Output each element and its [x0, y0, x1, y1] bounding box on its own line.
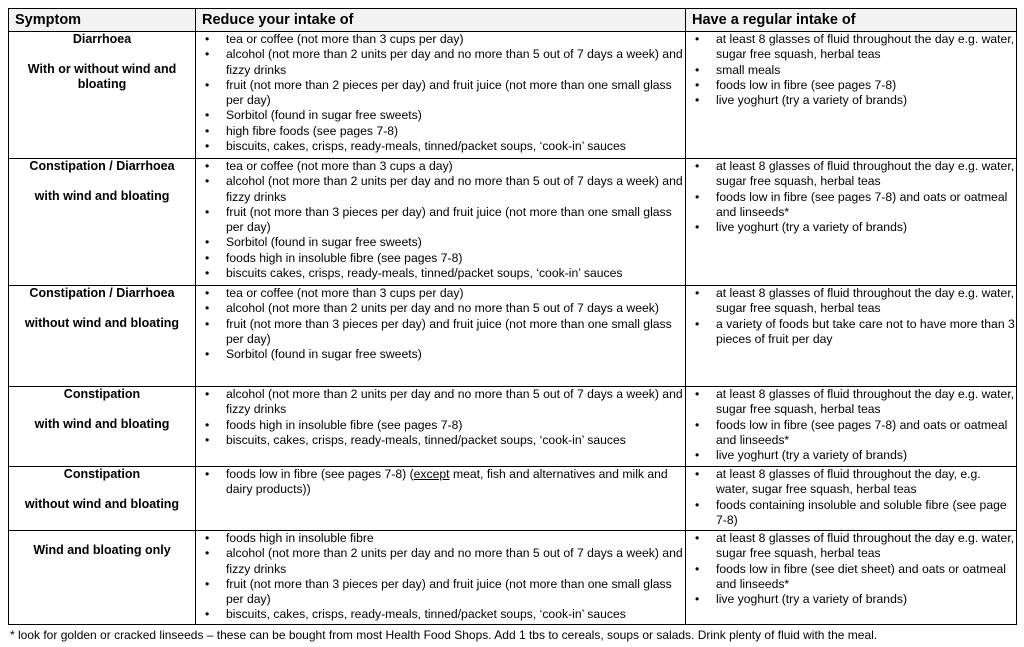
- list-item: • at least 8 glasses of fluid throughout the day e.g. water, sugar free squash, herbal teas: [686, 32, 1016, 63]
- reduce-list: [196, 531, 685, 623]
- symptom-subtitle: without wind and bloating: [24, 497, 180, 511]
- list-item: • live yoghurt (try a variety of brands): [686, 448, 1016, 463]
- list-item: • at least 8 glasses of fluid throughout the day e.g. water, sugar free squash, herbal teas: [686, 159, 1016, 190]
- reduce-cell: [196, 32, 686, 159]
- list-item: • at least 8 glasses of fluid throughout the day e.g. water, sugar free squash, herbal teas: [686, 531, 1016, 562]
- symptom-subtitle: with wind and bloating: [34, 417, 170, 431]
- table-row-constipation-diarrhoea-wind: [9, 159, 1017, 286]
- symptom-subtitle: without wind and bloating: [24, 316, 180, 330]
- regular-list: [686, 467, 1016, 528]
- reduce-cell: [196, 531, 686, 625]
- reduce-list: [196, 467, 685, 498]
- list-item: • foods high in insoluble fibre: [196, 531, 685, 546]
- text-part: meat, fish and alternatives and milk and dairy products)): [226, 467, 668, 497]
- regular-cell: [686, 467, 1017, 531]
- reduce-cell: [196, 467, 686, 531]
- symptom-title: Diarrhoea: [72, 32, 132, 46]
- list-item: • tea or coffee (not more than 3 cups a day): [196, 159, 685, 174]
- list-item: [196, 467, 685, 498]
- table-row-constipation-diarrhoea-no-wind: [9, 286, 1017, 387]
- table-row-wind-bloating: [9, 531, 1017, 625]
- list-item: • alcohol (not more than 2 units per day and no more than 5 out of 7 days a week) and fizzy drinks: [196, 387, 685, 418]
- reduce-list: [196, 286, 685, 362]
- reduce-cell: [196, 159, 686, 286]
- symptom-title: Wind and bloating only: [33, 543, 171, 557]
- list-item: • high fibre foods (see pages 7-8): [196, 124, 685, 139]
- reduce-list: [196, 32, 685, 154]
- list-item: • fruit (not more than 3 pieces per day) and fruit juice (not more than one small glass per day): [196, 205, 685, 236]
- table-row-diarrhoea: [9, 32, 1017, 159]
- list-item: • foods low in fibre (see diet sheet) and oats or oatmeal and linseeds*: [686, 562, 1016, 593]
- list-item: • alcohol (not more than 2 units per day and no more than 5 out of 7 days a week) and fizzy drinks: [196, 174, 685, 205]
- symptom-subtitle: With or without wind and bloating: [27, 62, 177, 91]
- reduce-cell: [196, 387, 686, 467]
- list-item: • biscuits, cakes, crisps, ready-meals, tinned/packet soups, ‘cook-in’ sauces: [196, 139, 685, 154]
- list-item: • live yoghurt (try a variety of brands): [686, 93, 1016, 108]
- regular-cell: [686, 159, 1017, 286]
- regular-cell: [686, 286, 1017, 387]
- list-item: • biscuits, cakes, crisps, ready-meals, tinned/packet soups, ‘cook-in’ sauces: [196, 607, 685, 622]
- list-item: • Sorbitol (found in sugar free sweets): [196, 108, 685, 123]
- symptom-cell: [9, 32, 196, 159]
- symptom-diet-table: [8, 8, 1017, 625]
- list-item: • at least 8 glasses of fluid throughout the day e.g. water, sugar free squash, herbal teas: [686, 286, 1016, 317]
- list-item: • foods low in fibre (see pages 7-8) and oats or oatmeal and linseeds*: [686, 190, 1016, 221]
- list-item: • biscuits, cakes, crisps, ready-meals, tinned/packet soups, ‘cook-in’ sauces: [196, 433, 685, 448]
- footnote: * look for golden or cracked linseeds – these can be bought from most Health Food Shops. Add 1 tbs to cereals, soups or salads. Drink plenty of fluid with the meal.: [10, 628, 878, 642]
- regular-list: [686, 387, 1016, 463]
- list-item: • fruit (not more than 3 pieces per day) and fruit juice (not more than one small glass per day): [196, 577, 685, 608]
- table-row-constipation-wind: [9, 387, 1017, 467]
- header-regular: Have a regular intake of: [686, 9, 1017, 32]
- regular-cell: [686, 32, 1017, 159]
- list-item: • foods containing insoluble and soluble fibre (see page 7-8): [686, 498, 1016, 529]
- list-item: • Sorbitol (found in sugar free sweets): [196, 347, 685, 362]
- symptom-cell: [9, 286, 196, 387]
- list-item: • biscuits cakes, crisps, ready-meals, tinned/packet soups, ‘cook-in’ sauces: [196, 266, 685, 281]
- list-item: • fruit (not more than 2 pieces per day) and fruit juice (not more than one small glass per day): [196, 78, 685, 109]
- list-item: • tea or coffee (not more than 3 cups per day): [196, 286, 685, 301]
- regular-cell: [686, 387, 1017, 467]
- list-item: • a variety of foods but take care not to have more than 3 pieces of fruit per day: [686, 317, 1016, 348]
- table-header-row: [9, 9, 1017, 32]
- underlined-text: except: [413, 467, 450, 481]
- list-item: • at least 8 glasses of fluid throughout the day e.g. water, sugar free squash, herbal teas: [686, 387, 1016, 418]
- header-symptom: Symptom: [9, 9, 196, 32]
- list-item: • alcohol (not more than 2 units per day and no more than 5 out of 7 days a week) and fizzy drinks: [196, 47, 685, 78]
- list-item: • foods low in fibre (see pages 7-8): [686, 78, 1016, 93]
- reduce-list: [196, 387, 685, 448]
- symptom-subtitle: with wind and bloating: [34, 189, 170, 203]
- symptom-title: Constipation: [63, 467, 141, 481]
- list-item: • alcohol (not more than 2 units per day and no more than 5 out of 7 days a week) and fizzy drinks: [196, 546, 685, 577]
- list-item: • foods high in insoluble fibre (see pages 7-8): [196, 418, 685, 433]
- symptom-title: Constipation / Diarrhoea: [29, 159, 175, 173]
- header-reduce: Reduce your intake of: [196, 9, 686, 32]
- regular-list: [686, 159, 1016, 235]
- symptom-cell: [9, 387, 196, 467]
- list-item: • tea or coffee (not more than 3 cups per day): [196, 32, 685, 47]
- regular-list: [686, 531, 1016, 607]
- symptom-cell: [9, 531, 196, 625]
- reduce-cell: [196, 286, 686, 387]
- symptom-title: Constipation: [63, 387, 141, 401]
- list-item: • alcohol (not more than 2 units per day and no more than 5 out of 7 days a week): [196, 301, 685, 316]
- list-item: • fruit (not more than 3 pieces per day) and fruit juice (not more than one small glass per day): [196, 317, 685, 348]
- table-row-constipation-no-wind: [9, 467, 1017, 531]
- list-item: • live yoghurt (try a variety of brands): [686, 220, 1016, 235]
- list-item: • live yoghurt (try a variety of brands): [686, 592, 1016, 607]
- reduce-list: [196, 159, 685, 281]
- list-item: • at least 8 glasses of fluid throughout the day, e.g. water, sugar free squash, herbal teas: [686, 467, 1016, 498]
- list-item: • Sorbitol (found in sugar free sweets): [196, 235, 685, 250]
- symptom-title: Constipation / Diarrhoea: [29, 286, 175, 300]
- regular-cell: [686, 531, 1017, 625]
- regular-list: [686, 286, 1016, 347]
- symptom-cell: [9, 159, 196, 286]
- text-part: foods low in fibre (see pages 7-8) (: [226, 467, 414, 481]
- list-item: • foods high in insoluble fibre (see pages 7-8): [196, 251, 685, 266]
- symptom-cell: [9, 467, 196, 531]
- list-item: • small meals: [686, 63, 1016, 78]
- list-item: • foods low in fibre (see pages 7-8) and oats or oatmeal and linseeds*: [686, 418, 1016, 449]
- regular-list: [686, 32, 1016, 108]
